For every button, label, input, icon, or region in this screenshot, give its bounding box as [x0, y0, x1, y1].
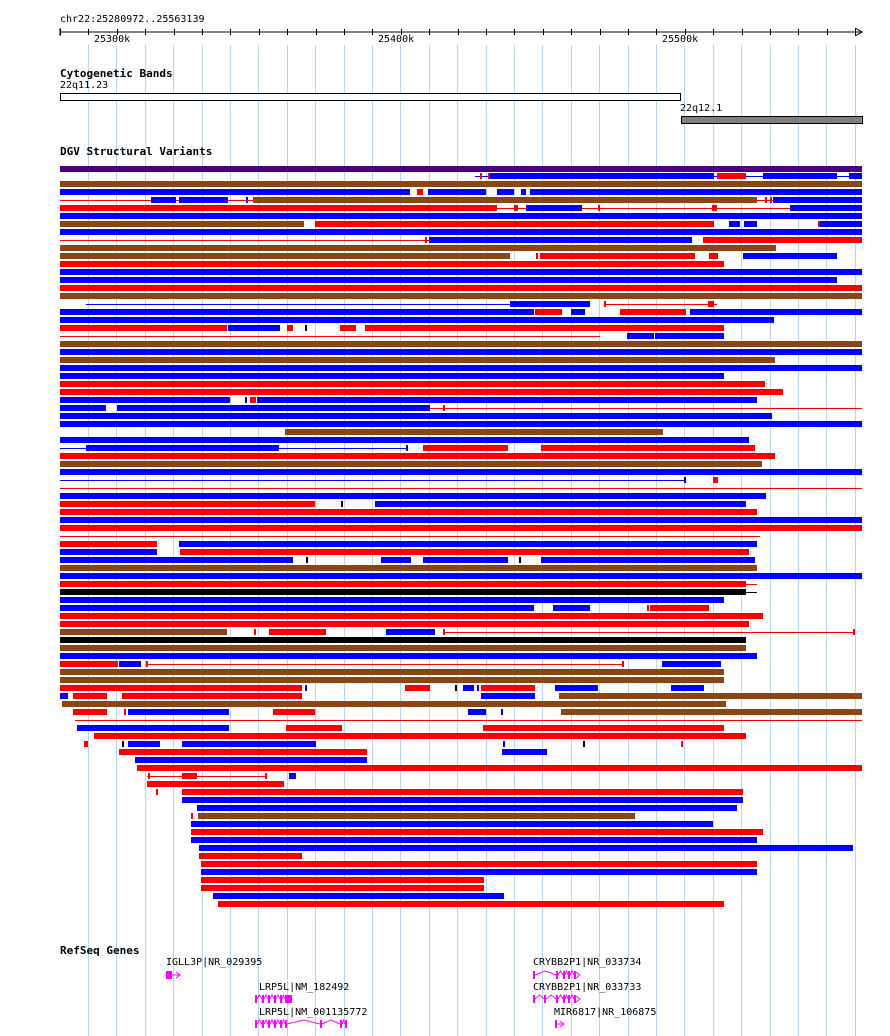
gene-exon [574, 971, 576, 979]
gene-exon [568, 995, 570, 1003]
gene-model[interactable] [255, 1020, 347, 1028]
gene-intron [322, 1020, 340, 1024]
cytoband-label: 22q12.1 [680, 103, 723, 114]
track-title-refseq: RefSeq Genes [60, 944, 140, 957]
gene-intron [342, 1020, 345, 1024]
locus-label: chr22:25280972..25563139 [60, 14, 205, 25]
ruler-tick-label: 25500k [662, 34, 699, 45]
gene-exon [340, 1020, 342, 1028]
gene-exon [255, 1020, 257, 1028]
gene-intron [264, 1020, 268, 1024]
gene-intron [257, 1020, 262, 1024]
gene-exon [255, 995, 257, 1003]
gene-exon [268, 1020, 270, 1028]
cytoband-label: 22q11.23 [60, 80, 109, 91]
gene-exon [262, 995, 264, 1003]
gene-label[interactable]: CRYBB2P1|NR_033733 [533, 982, 642, 993]
gene-intron [282, 995, 285, 999]
track-title-cytoband: Cytogenetic Bands [60, 67, 173, 80]
gene-intron [558, 971, 563, 975]
gene-intron [276, 995, 280, 999]
track-title-dgv: DGV Structural Variants [60, 145, 213, 158]
gene-intron [535, 971, 556, 975]
gene-exon [556, 971, 558, 979]
gene-exon [555, 1020, 557, 1028]
gene-exon [563, 971, 565, 979]
gene-label[interactable]: LRP5L|NM_001135772 [259, 1007, 368, 1018]
gene-intron [270, 1020, 274, 1024]
gene-exon [563, 995, 565, 1003]
gene-model[interactable] [555, 1020, 564, 1028]
gene-exon [533, 971, 535, 979]
gene-exon [345, 1020, 347, 1028]
gene-label[interactable]: LRP5L|NM_182492 [259, 982, 350, 993]
gene-intron [264, 995, 268, 999]
ruler-tick-label: 25400k [378, 34, 415, 45]
ruler-tick-label: 25300k [94, 34, 131, 45]
gene-intron [570, 995, 574, 999]
gene-intron [535, 995, 544, 999]
gene-model[interactable] [533, 995, 580, 1003]
gene-intron [570, 971, 574, 975]
gene-exon [544, 995, 546, 1003]
gene-exon [285, 995, 292, 1003]
gene-exon [285, 1020, 287, 1028]
gene-intron [270, 995, 274, 999]
gene-exon [556, 995, 558, 1003]
gene-exon [280, 995, 282, 1003]
gene-label[interactable]: IGLL3P|NR_029395 [166, 957, 263, 968]
gene-exon [533, 995, 535, 1003]
gene-exon [274, 1020, 276, 1028]
gene-label[interactable]: CRYBB2P1|NR_033734 [533, 957, 642, 968]
gene-intron [287, 1020, 320, 1024]
gene-intron [565, 995, 568, 999]
gene-exon [280, 1020, 282, 1028]
gene-exon [320, 1020, 322, 1028]
gene-intron [558, 995, 563, 999]
strand-arrow [576, 972, 580, 978]
gene-model[interactable] [255, 995, 292, 1003]
gene-intron [276, 1020, 280, 1024]
gene-exon [274, 995, 276, 1003]
gene-label[interactable]: MIR6817|NR_106875 [554, 1007, 657, 1018]
gene-exon [166, 971, 172, 979]
gene-intron [282, 1020, 285, 1024]
gene-model[interactable] [166, 971, 180, 979]
gene-exon [568, 971, 570, 979]
gene-intron [546, 995, 556, 999]
gene-model[interactable] [533, 971, 580, 979]
strand-arrow [576, 996, 580, 1002]
gene-intron [565, 971, 568, 975]
gene-exon [262, 1020, 264, 1028]
gene-exon [268, 995, 270, 1003]
gene-intron [257, 995, 262, 999]
gene-exon [574, 995, 576, 1003]
